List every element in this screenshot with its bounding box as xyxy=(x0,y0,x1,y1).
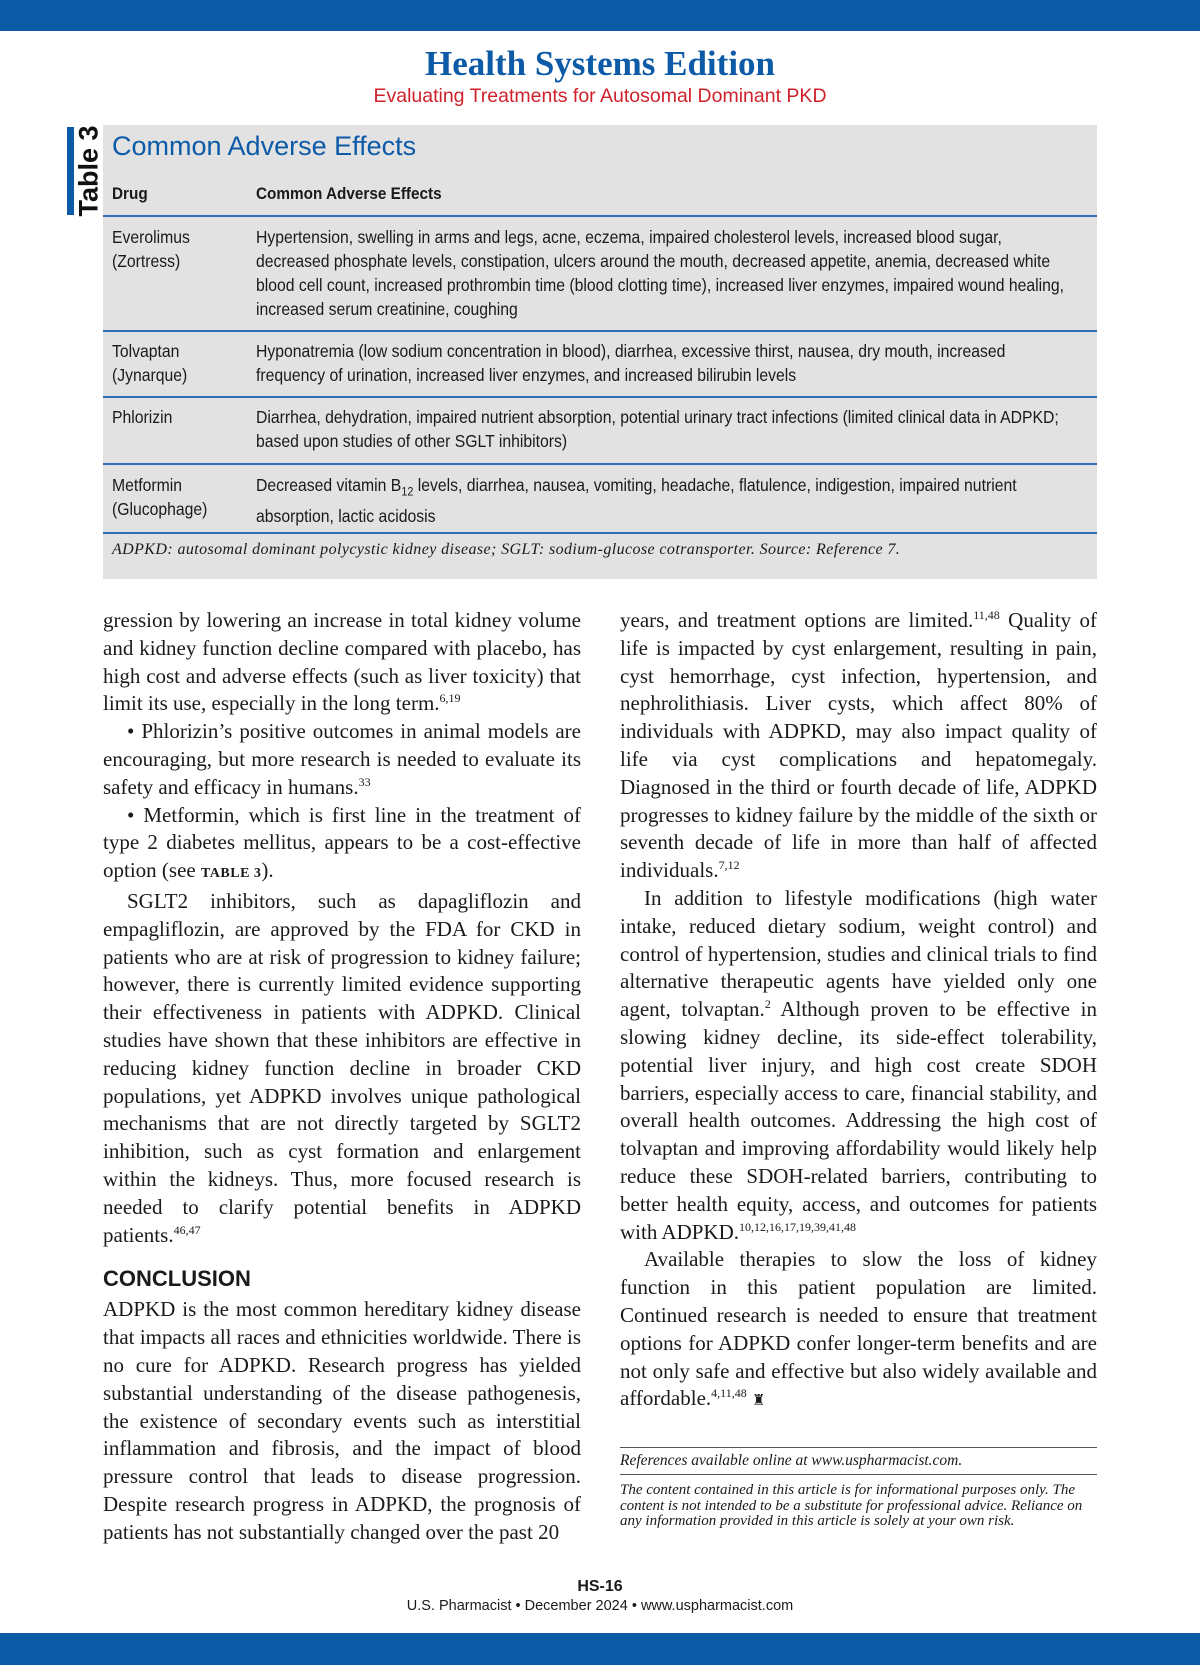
column-header-drug: Drug xyxy=(112,184,148,203)
right-column xyxy=(620,607,1097,1416)
citation: 4,11,48 xyxy=(711,1386,747,1401)
page-header xyxy=(0,44,1200,107)
drug-cell: Tolvaptan (Jynarque) xyxy=(112,341,188,385)
citation: 33 xyxy=(358,774,371,789)
paragraph: Available therapies to slow the loss of kidney function in this patient population are limited. Continued research is needed to ensure that treatment options for ADPKD confer longer-term benefits and are not only safe and effective but also widely available and affordable.$^{4,11,48}$ ♜ xyxy=(620,1247,1097,1411)
page-footer xyxy=(0,1577,1200,1615)
effects-cell: Hyponatremia (low sodium concentration in blood), diarrhea, excessive thirst, nausea, dry mouth, increased frequency of urination, increased liver enzymes, and increased bilirubin levels xyxy=(256,341,1006,385)
effects-cell: Decreased vitamin $B_{12}$ levels, diarrhea, nausea, vomiting, headache, flatulence, indigestion, impaired nutrient absorption, lactic acidosis xyxy=(256,475,1017,526)
header-rule xyxy=(103,215,1097,217)
end-mark-icon: ♜ xyxy=(751,1393,766,1410)
top-color-bar xyxy=(0,0,1200,31)
references-note: References available online at www.uspharmacist.com. xyxy=(620,1447,1097,1470)
disclaimer: The content contained in this article is for informational purposes only. The content is not intended to be a substitute for professional advice. Reliance on any information provided in this article is solely at your own risk. xyxy=(620,1474,1097,1530)
citation: 10,12,16,17,19,39,41,48 xyxy=(739,1219,857,1234)
paragraph: years, and treatment options are limited.$^{11,48}$ Quality of life is impacted by cyst enlargement, resulting in pain, cyst hemorrhage, cyst infection, hypertension, and nephrolithiasis. Liver cysts, which affect 80% of individuals with ADPKD, may also impact quality of life via cyst complications and hepatomegaly. Diagnosed in the third or fourth decade of life, ADPKD progresses to kidney failure by the middle of the sixth or seventh decade of life in more than half of affected individuals.$^{7,12}$ xyxy=(620,608,1098,883)
bottom-color-bar xyxy=(0,1633,1200,1665)
row-rule xyxy=(103,532,1097,534)
drug-cell: Metformin (Glucophage) xyxy=(112,475,208,519)
table-number-label: Table 3 xyxy=(73,125,104,217)
paragraph: • Metformin, which is first line in the treatment of type 2 diabetes mellitus, appears to be a cost-effective option (see TABLE 3). xyxy=(103,802,581,883)
section-heading: CONCLUSION xyxy=(103,1266,251,1292)
row-rule xyxy=(103,330,1097,332)
effects-cell: Diarrhea, dehydration, impaired nutrient absorption, potential urinary tract infections (limited clinical data in ADPKD; based upon studies of other SGLT inhibitors) xyxy=(256,407,1059,451)
paragraph: In addition to lifestyle modifications (high water intake, reduced dietary sodium, weight control) and control of hypertension, studies and clinical trials to find alternative therapeutic agents have yielded only one agent, tolvaptan.$^2$ Although proven to be effective in slowing kidney decline, its side-effect tolerability, potential liver injury, and high cost create SDOH barriers, especially access to care, financial stability, and overall health outcomes. Addressing the high cost of tolvaptan and improving affordability would likely help reduce these SDOH-related barriers, contributing to better health equity, access, and outcomes for patients with ADPKD.$^{10,12,16,17,19,39,41,48}$ xyxy=(620,885,1097,1244)
paragraph: • Phlorizin’s positive outcomes in animal models are encouraging, but more research is needed to evaluate its safety and efficacy in humans.$^{33}$ xyxy=(103,719,581,799)
column-header-effects: Common Adverse Effects xyxy=(256,184,442,203)
article-subtitle: Evaluating Treatments for Autosomal Dominant PKD xyxy=(373,85,827,107)
effects-cell: Hypertension, swelling in arms and legs, acne, eczema, impaired cholesterol levels, increased blood sugar, decreased phosphate levels, constipation, ulcers around the mouth, decreased appetite, anemia, decreased white blood cell count, increased prothrombin time (blood clotting time), increased liver enzymes, impaired wound healing, increased serum creatinine, coughing xyxy=(256,227,1065,319)
citation: 46,47 xyxy=(173,1222,201,1237)
table-title: Common Adverse Effects xyxy=(112,131,417,161)
paragraph: SGLT2 inhibitors, such as dapagliflozin and empagliflozin, are approved by the FDA for CKD in patients who are at risk of progression to kidney failure; however, there is currently limited evidence supporting their effectiveness in patients with ADPKD. Clinical studies have shown that these inhibitors are effective in reducing kidney function decline in broader CKD populations, yet ADPKD involves unique pathological mechanisms that are not directly targeted by SGLT2 inhibition, such as cyst formation and enlargement within the kidneys. Thus, more focused research is needed to clarify potential benefits in ADPKD patients.$^{46,47}$ xyxy=(103,888,581,1247)
table-footnote: ADPKD: autosomal dominant polycystic kidney disease; SGLT: sodium-glucose cotransporter. Source: Reference 7. xyxy=(112,541,901,558)
citation: 7,12 xyxy=(718,858,740,873)
citation: 11,48 xyxy=(973,608,1000,622)
table-reference: TABLE 3 xyxy=(200,866,262,882)
row-rule xyxy=(103,396,1097,398)
edition-title: Health Systems Edition xyxy=(424,44,776,83)
page-number: HS-16 xyxy=(577,1578,623,1595)
citation: 2 xyxy=(764,997,771,1012)
citation: 6,19 xyxy=(439,691,461,706)
drug-cell: Everolimus (Zortress) xyxy=(112,227,190,271)
left-column xyxy=(103,607,581,1547)
paragraph: ADPKD is the most common hereditary kidney disease that impacts all races and ethnicities worldwide. There is no cure for ADPKD. Research progress has yielded substantial understanding of the disease pathogenesis, the existence of secondary events such as interstitial inflammation and fibrosis, and the impact of blood pressure control that leads to disease progression. Despite research progress in ADPKD, the prognosis of patients has not substantially changed over the past 20 xyxy=(103,1297,581,1544)
publication-line: U.S. Pharmacist • December 2024 • www.uspharmacist.com xyxy=(406,1598,794,1614)
drug-cell: Phlorizin xyxy=(112,407,173,427)
row-rule xyxy=(103,463,1097,465)
paragraph: gression by lowering an increase in total kidney volume and kidney function decline compared with placebo, has high cost and adverse effects (such as liver toxicity) that limit its use, especially in the long term.$^{6,19}$ xyxy=(103,608,581,716)
